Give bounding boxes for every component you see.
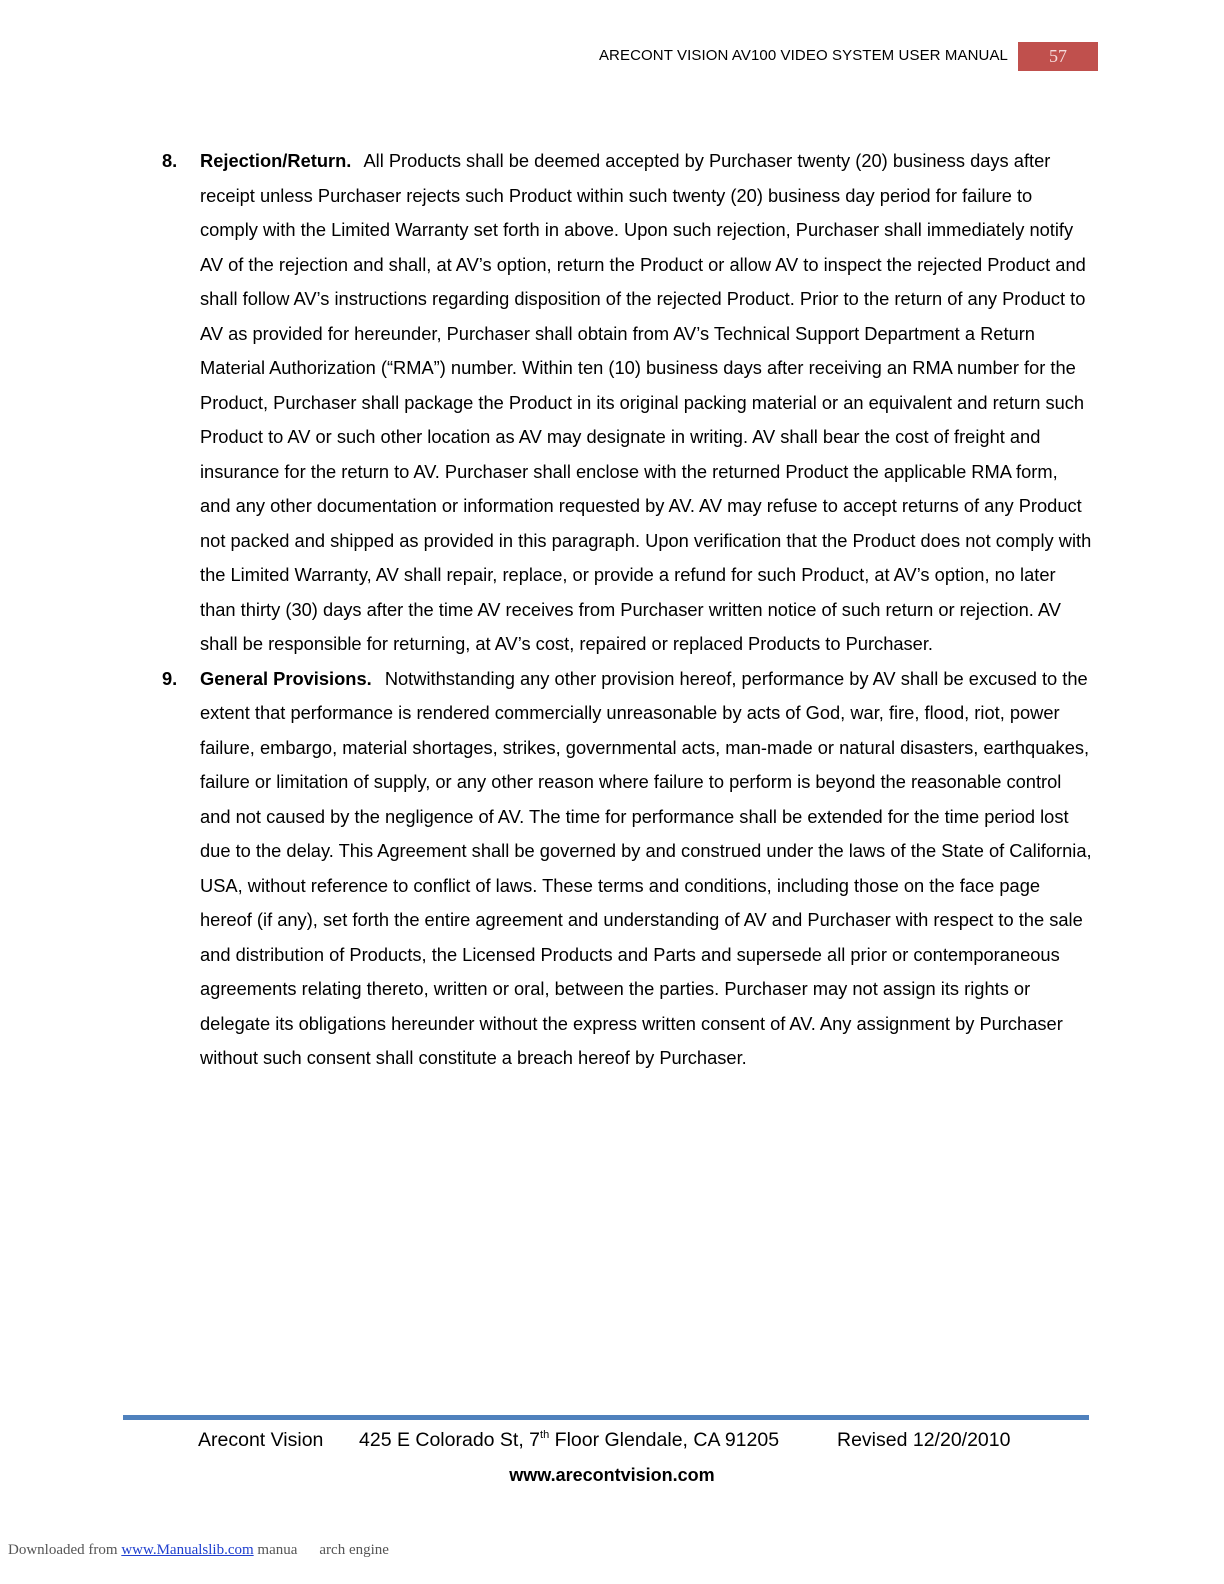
- clause-general-provisions: [162, 662, 1092, 1076]
- terms-clauses: [162, 144, 1092, 1076]
- download-prefix: Downloaded from: [8, 1542, 122, 1558]
- clause-heading: Rejection/Return.: [200, 150, 352, 171]
- download-attribution: [8, 1542, 389, 1559]
- footer-website: www.arecontvision.com: [509, 1465, 715, 1485]
- footer-company: Arecont Vision: [198, 1429, 324, 1451]
- clause-number: 9.: [162, 667, 178, 689]
- footer-divider: [123, 1415, 1089, 1420]
- clause-heading: General Provisions.: [200, 667, 372, 689]
- clause-number: 8.: [162, 150, 178, 171]
- download-word: arch engine: [319, 1542, 389, 1558]
- manualslib-link[interactable]: www.Manualslib.com: [121, 1542, 254, 1558]
- footer-revised-date: Revised 12/20/2010: [837, 1429, 1011, 1451]
- page-number-badge: 57: [1018, 42, 1098, 71]
- clause-text: Notwithstanding any other provision hereof, performance by AV shall be excused to the extent that performance is rendered commercially unreasonable by acts of God, war, fire, flood, riot, power failure, embargo, material shortages, strikes, governmental acts, man-made or natural disasters, earthquakes, failure or limitation of supply, or any other reason where failure to perform is beyond the reasonable control and not caused by the negligence of AV. The time for performance shall be extended for the time period lost due to the delay. This Agreement shall be governed by and construed under the laws of the State of California, USA, without reference to conflict of laws. These terms and conditions, including those on the face page hereof (if any), set forth the entire agreement and understanding of AV and Purchaser with respect to the sale and distribution of Products, the Licensed Products and Parts and supersede all prior or contemporaneous agreements relating thereto, written or oral, between the parties. Purchaser may not assign its rights or delegate its obligations hereunder without the express written consent of AV. Any assignment by Purchaser without such consent shall constitute a breach hereof by Purchaser.: [200, 667, 1092, 1068]
- address-ordinal: th: [540, 1429, 550, 1441]
- clause-text: All Products shall be deemed accepted by Purchaser twenty (20) business days after receipt unless Purchaser rejects such Product within such twenty (20) business day period for failure to comply with the Limited Warranty set forth in above. Upon such rejection, Purchaser shall immediately notify AV of the rejection and shall, at AV’s option, return the Product or allow AV to inspect the rejected Product and shall follow AV’s instructions regarding disposition of the rejected Product. Prior to the return of any Product to AV as provided for hereunder, Purchaser shall obtain from AV’s Technical Support Department a Return Material Authorization (“RMA”) number. Within ten (10) business days after receiving an RMA number for the Product, Purchaser shall package the Product in its original packing material or an equivalent and return such Product to AV or such other location as AV may designate in writing. AV shall bear the cost of freight and insurance for the return to AV. Purchaser shall enclose with the returned Product the applicable RMA form, and any other documentation or information requested by AV. AV may refuse to accept returns of any Product not packed and shipped as provided in this paragraph. Upon verification that the Product does not comply with the Limited Warranty, AV shall repair, replace, or provide a refund for such Product, at AV’s option, no later than thirty (30) days after the time AV receives from Purchaser written notice of such return or rejection. AV shall be responsible for returning, at AV’s cost, repaired or replaced Products to Purchaser.: [200, 150, 1092, 654]
- download-word: manua: [257, 1542, 298, 1558]
- address-part: Floor Glendale, CA 91205: [549, 1429, 780, 1451]
- footer-address: [359, 1428, 779, 1452]
- address-part: 425 E Colorado St, 7: [359, 1429, 541, 1451]
- clause-rejection-return: [162, 144, 1092, 662]
- manual-title: ARECONT VISION AV100 VIDEO SYSTEM USER MANUAL: [598, 47, 1008, 64]
